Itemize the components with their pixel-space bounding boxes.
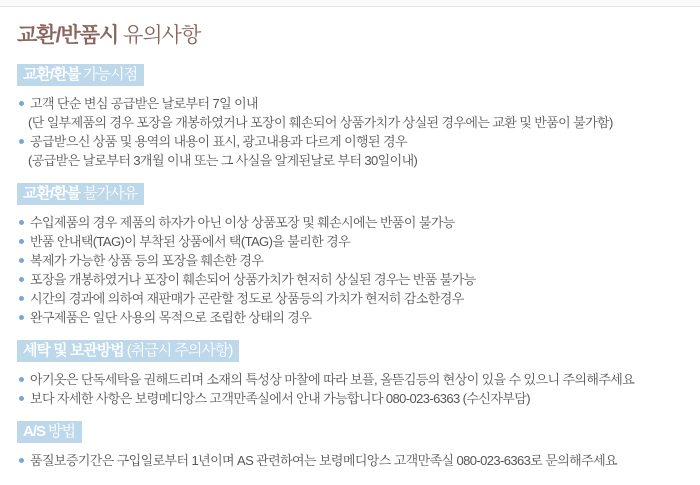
section-badge — [17, 183, 144, 205]
section-badge-suffix: 방법 — [48, 423, 75, 440]
bullet-dot-icon — [19, 458, 24, 463]
section-badge-suffix: 불가사유 — [83, 185, 138, 202]
bullet-dot-icon — [19, 315, 24, 320]
list-item — [17, 270, 684, 289]
list-item-text: 품질보증기간은 구입일로부터 1년이며 AS 관련하여는 보령메디앙스 고객만족실 080-023-6363로 문의해주세요 — [30, 453, 617, 468]
list-item — [17, 132, 684, 151]
list-item-text: 완구제품은 일단 사용의 목적으로 조립한 상태의 경우 — [30, 310, 312, 325]
section-badge — [17, 421, 82, 443]
list-item-text: 반품 안내택(TAG)이 부착된 상품에서 택(TAG)을 불리한 경우 — [30, 234, 351, 249]
list-item — [17, 389, 684, 408]
list-item-text: 수입제품의 경우 제품의 하자가 아닌 이상 상품포장 및 훼손시에는 반품이 불가능 — [30, 215, 455, 230]
notice-content — [0, 7, 700, 470]
section-badge-emphasis: 교환/환불 — [23, 66, 81, 83]
section-badge-emphasis: 세탁 및 보관방법 — [23, 342, 124, 359]
page-title — [17, 24, 684, 48]
list-item — [17, 370, 684, 389]
list-item — [17, 451, 684, 470]
section-badge — [17, 340, 239, 362]
list-item-text: (단 일부제품의 경우 포장을 개봉하였거나 포장이 훼손되어 상품가치가 상실된 경우에는 교환 및 반품이 불가함) — [28, 115, 613, 130]
section-refund-possible-period — [17, 64, 684, 170]
page-title-emphasis: 교환/반품시 — [17, 24, 119, 47]
section-badge-emphasis: A/S — [23, 423, 46, 440]
bullet-dot-icon — [19, 139, 24, 144]
list-item-text: 아기옷은 단독세탁을 권해드리며 소재의 특성상 마찰에 따라 보플, 올뜯김등의 현상이 있을 수 있으니 주의해주세요 — [30, 372, 635, 387]
section-as-method — [17, 421, 684, 470]
bullet-dot-icon — [19, 277, 24, 282]
bullet-dot-icon — [19, 239, 24, 244]
bullet-dot-icon — [19, 101, 24, 106]
bullet-dot-icon — [19, 296, 24, 301]
list-item-continuation — [17, 151, 684, 170]
bullet-dot-icon — [19, 220, 24, 225]
list-item-text: (공급받은 날로부터 3개월 이내 또는 그 사실을 알게된날로 부터 30일이내) — [28, 153, 418, 168]
bullet-dot-icon — [19, 377, 24, 382]
list-item-text: 보다 자세한 사항은 보령메디앙스 고객만족실에서 안내 가능합니다 080-023-6363 (수신자부담) — [30, 391, 530, 406]
list-item-text: 시간의 경과에 의하여 재판매가 곤란할 정도로 상품등의 가치가 현저히 감소한경우 — [30, 291, 464, 306]
section-refund-not-possible-reasons — [17, 183, 684, 327]
list-item-text: 포장을 개봉하였거나 포장이 훼손되어 상품가치가 현저히 상실된 경우는 반품 불가능 — [30, 272, 476, 287]
section-washing-storage — [17, 340, 684, 408]
bullet-dot-icon — [19, 258, 24, 263]
list-item-text: 공급받으신 상품 및 용역의 내용이 표시, 광고내용과 다르게 이행된 경우 — [30, 134, 407, 149]
list-item — [17, 232, 684, 251]
list-item-continuation — [17, 113, 684, 132]
section-badge-emphasis: 교환/환불 — [23, 185, 81, 202]
list-item — [17, 213, 684, 232]
list-item — [17, 251, 684, 270]
list-item-text: 복제가 가능한 상품 등의 포장을 훼손한 경우 — [30, 253, 264, 268]
list-item-text: 고객 단순 변심 공급받은 날로부터 7일 이내 — [30, 96, 258, 111]
bullet-dot-icon — [19, 396, 24, 401]
section-badge-suffix: 가능시점 — [83, 66, 138, 83]
page-title-suffix: 유의사항 — [123, 24, 201, 47]
section-badge-suffix: (취급시 주의사항) — [126, 342, 233, 359]
list-item — [17, 289, 684, 308]
list-item — [17, 94, 684, 113]
top-divider — [0, 0, 700, 7]
list-item — [17, 308, 684, 327]
section-badge — [17, 64, 144, 86]
